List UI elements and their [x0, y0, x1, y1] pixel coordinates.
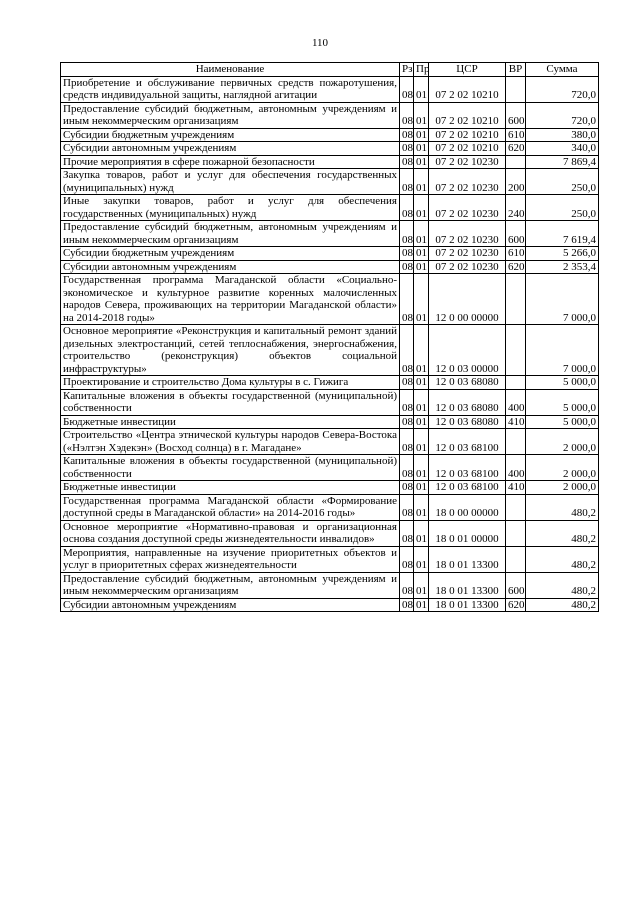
cell-rz: 08 — [400, 481, 414, 495]
cell-name: Субсидии бюджетным учреждениям — [61, 247, 400, 261]
cell-rz: 08 — [400, 429, 414, 455]
cell-vr: 600 — [506, 221, 526, 247]
cell-sum: 720,0 — [526, 102, 599, 128]
cell-rz: 08 — [400, 572, 414, 598]
cell-name: Приобретение и обслуживание первичных средств пожаротушения, средств индивидуальной защиты, наглядной агитации — [61, 76, 400, 102]
cell-pr: 01 — [414, 128, 429, 142]
header-csr: ЦСР — [429, 63, 506, 77]
cell-vr — [506, 325, 526, 376]
table-row — [61, 195, 599, 221]
table-row — [61, 221, 599, 247]
cell-csr: 07 2 02 10230 — [429, 260, 506, 274]
cell-vr — [506, 494, 526, 520]
table-row — [61, 247, 599, 261]
table-row — [61, 481, 599, 495]
cell-rz: 08 — [400, 415, 414, 429]
cell-csr: 07 2 02 10210 — [429, 142, 506, 156]
cell-name: Иные закупки товаров, работ и услуг для обеспечения государственных (муниципальных) нужд — [61, 195, 400, 221]
cell-name: Проектирование и строительство Дома культуры в с. Гижига — [61, 376, 400, 390]
cell-name: Бюджетные инвестиции — [61, 415, 400, 429]
cell-rz: 08 — [400, 155, 414, 169]
cell-sum: 250,0 — [526, 169, 599, 195]
cell-rz: 08 — [400, 389, 414, 415]
cell-pr: 01 — [414, 546, 429, 572]
cell-rz: 08 — [400, 520, 414, 546]
cell-name: Государственная программа Магаданской области «Формирование доступной среды в Магаданской области» на 2014-2016 годы» — [61, 494, 400, 520]
cell-rz: 08 — [400, 455, 414, 481]
cell-rz: 08 — [400, 76, 414, 102]
table-header — [61, 63, 599, 77]
cell-sum: 480,2 — [526, 572, 599, 598]
cell-sum: 340,0 — [526, 142, 599, 156]
table-row — [61, 429, 599, 455]
cell-sum: 480,2 — [526, 546, 599, 572]
cell-csr: 18 0 01 13300 — [429, 546, 506, 572]
cell-rz: 08 — [400, 169, 414, 195]
table-row — [61, 572, 599, 598]
cell-pr: 01 — [414, 155, 429, 169]
page-number: 110 — [311, 37, 329, 49]
cell-vr: 410 — [506, 481, 526, 495]
cell-vr: 240 — [506, 195, 526, 221]
table-row — [61, 260, 599, 274]
cell-sum: 480,2 — [526, 598, 599, 612]
cell-sum: 720,0 — [526, 76, 599, 102]
cell-csr: 18 0 00 00000 — [429, 494, 506, 520]
cell-csr: 07 2 02 10230 — [429, 155, 506, 169]
table-row — [61, 155, 599, 169]
cell-csr: 12 0 03 68080 — [429, 415, 506, 429]
cell-vr — [506, 376, 526, 390]
cell-rz: 08 — [400, 247, 414, 261]
cell-pr: 01 — [414, 598, 429, 612]
table-row — [61, 389, 599, 415]
cell-name: Основное мероприятие «Реконструкция и капитальный ремонт зданий дизельных электростанций, сетей теплоснабжения, энергоснабжения, строительство (реконструкция) объектов социальной инфраструктуры» — [61, 325, 400, 376]
cell-pr: 01 — [414, 169, 429, 195]
cell-sum: 5 000,0 — [526, 415, 599, 429]
cell-name: Субсидии автономным учреждениям — [61, 142, 400, 156]
cell-vr: 620 — [506, 260, 526, 274]
cell-vr — [506, 274, 526, 325]
cell-csr: 18 0 01 00000 — [429, 520, 506, 546]
cell-pr: 01 — [414, 76, 429, 102]
cell-rz: 08 — [400, 494, 414, 520]
cell-pr: 01 — [414, 325, 429, 376]
table-row — [61, 76, 599, 102]
cell-sum: 7 000,0 — [526, 325, 599, 376]
table-row — [61, 455, 599, 481]
cell-rz: 08 — [400, 128, 414, 142]
cell-csr: 07 2 02 10210 — [429, 128, 506, 142]
cell-name: Субсидии бюджетным учреждениям — [61, 128, 400, 142]
cell-sum: 2 000,0 — [526, 455, 599, 481]
cell-pr: 01 — [414, 481, 429, 495]
cell-sum: 5 266,0 — [526, 247, 599, 261]
cell-sum: 7 619,4 — [526, 221, 599, 247]
cell-name: Капитальные вложения в объекты государственной (муниципальной) собственности — [61, 455, 400, 481]
cell-name: Закупка товаров, работ и услуг для обеспечения государственных (муниципальных) нужд — [61, 169, 400, 195]
cell-sum: 5 000,0 — [526, 389, 599, 415]
cell-csr: 07 2 02 10230 — [429, 221, 506, 247]
header-rz: Рз — [400, 63, 414, 77]
cell-rz: 08 — [400, 195, 414, 221]
cell-vr — [506, 429, 526, 455]
cell-name: Бюджетные инвестиции — [61, 481, 400, 495]
cell-rz: 08 — [400, 274, 414, 325]
cell-name: Субсидии автономным учреждениям — [61, 598, 400, 612]
table-row — [61, 494, 599, 520]
cell-rz: 08 — [400, 376, 414, 390]
cell-name: Строительство «Центра этнической культуры народов Севера-Востока («Нэлтэн Хэдекэн» (Восход солнца) в г. Магадане» — [61, 429, 400, 455]
table-row — [61, 546, 599, 572]
cell-csr: 07 2 02 10210 — [429, 102, 506, 128]
header-row — [61, 63, 599, 77]
table-row — [61, 128, 599, 142]
cell-name: Государственная программа Магаданской области «Социально-экономическое и культурное развитие коренных малочисленных народов Севера, проживающих на территории Магаданской области» на 2014-2018 годы» — [61, 274, 400, 325]
table-row — [61, 598, 599, 612]
table-row — [61, 142, 599, 156]
cell-pr: 01 — [414, 102, 429, 128]
header-vr: ВР — [506, 63, 526, 77]
cell-pr: 01 — [414, 260, 429, 274]
header-name: Наименование — [61, 63, 400, 77]
cell-pr: 01 — [414, 520, 429, 546]
table-row — [61, 102, 599, 128]
budget-table — [60, 62, 599, 612]
cell-name: Мероприятия, направленные на изучение приоритетных объектов и услуг в приоритетных сферах жизнедеятельности — [61, 546, 400, 572]
cell-csr: 07 2 02 10230 — [429, 247, 506, 261]
cell-name: Субсидии автономным учреждениям — [61, 260, 400, 274]
cell-vr: 600 — [506, 572, 526, 598]
cell-pr: 01 — [414, 494, 429, 520]
cell-sum: 2 000,0 — [526, 429, 599, 455]
cell-csr: 12 0 03 00000 — [429, 325, 506, 376]
cell-vr: 610 — [506, 128, 526, 142]
cell-sum: 480,2 — [526, 520, 599, 546]
cell-name: Предоставление субсидий бюджетным, автономным учреждениям и иным некоммерческим организациям — [61, 572, 400, 598]
cell-vr: 400 — [506, 389, 526, 415]
cell-name: Предоставление субсидий бюджетным, автономным учреждениям и иным некоммерческим организациям — [61, 102, 400, 128]
cell-name: Прочие мероприятия в сфере пожарной безопасности — [61, 155, 400, 169]
cell-csr: 12 0 03 68080 — [429, 376, 506, 390]
cell-vr — [506, 520, 526, 546]
cell-pr: 01 — [414, 455, 429, 481]
cell-csr: 12 0 03 68100 — [429, 429, 506, 455]
cell-vr: 620 — [506, 598, 526, 612]
cell-rz: 08 — [400, 598, 414, 612]
cell-csr: 07 2 02 10230 — [429, 169, 506, 195]
cell-vr — [506, 155, 526, 169]
cell-pr: 01 — [414, 221, 429, 247]
cell-vr: 200 — [506, 169, 526, 195]
cell-pr: 01 — [414, 274, 429, 325]
cell-csr: 12 0 00 00000 — [429, 274, 506, 325]
cell-vr — [506, 546, 526, 572]
cell-pr: 01 — [414, 415, 429, 429]
cell-rz: 08 — [400, 221, 414, 247]
cell-rz: 08 — [400, 142, 414, 156]
cell-sum: 7 869,4 — [526, 155, 599, 169]
table-row — [61, 169, 599, 195]
cell-pr: 01 — [414, 389, 429, 415]
table-row — [61, 520, 599, 546]
cell-name: Основное мероприятие «Нормативно-правовая и организационная основа создания доступной среды жизнедеятельности инвалидов» — [61, 520, 400, 546]
cell-pr: 01 — [414, 429, 429, 455]
cell-vr: 620 — [506, 142, 526, 156]
cell-csr: 12 0 03 68100 — [429, 481, 506, 495]
cell-sum: 250,0 — [526, 195, 599, 221]
cell-csr: 07 2 02 10210 — [429, 76, 506, 102]
cell-sum: 5 000,0 — [526, 376, 599, 390]
cell-csr: 07 2 02 10230 — [429, 195, 506, 221]
cell-rz: 08 — [400, 546, 414, 572]
cell-pr: 01 — [414, 195, 429, 221]
cell-name: Капитальные вложения в объекты государственной (муниципальной) собственности — [61, 389, 400, 415]
cell-csr: 12 0 03 68080 — [429, 389, 506, 415]
cell-sum: 2 353,4 — [526, 260, 599, 274]
cell-vr: 400 — [506, 455, 526, 481]
cell-pr: 01 — [414, 142, 429, 156]
table-row — [61, 376, 599, 390]
cell-vr — [506, 76, 526, 102]
header-pr: Пр — [414, 63, 429, 77]
cell-pr: 01 — [414, 247, 429, 261]
cell-rz: 08 — [400, 325, 414, 376]
cell-rz: 08 — [400, 102, 414, 128]
cell-sum: 2 000,0 — [526, 481, 599, 495]
cell-csr: 18 0 01 13300 — [429, 572, 506, 598]
cell-pr: 01 — [414, 572, 429, 598]
cell-sum: 480,2 — [526, 494, 599, 520]
cell-csr: 18 0 01 13300 — [429, 598, 506, 612]
cell-csr: 12 0 03 68100 — [429, 455, 506, 481]
header-sum: Сумма — [526, 63, 599, 77]
cell-name: Предоставление субсидий бюджетным, автономным учреждениям и иным некоммерческим организациям — [61, 221, 400, 247]
cell-vr: 410 — [506, 415, 526, 429]
table-row — [61, 325, 599, 376]
cell-vr: 610 — [506, 247, 526, 261]
table-row — [61, 274, 599, 325]
cell-pr: 01 — [414, 376, 429, 390]
cell-sum: 380,0 — [526, 128, 599, 142]
cell-vr: 600 — [506, 102, 526, 128]
cell-sum: 7 000,0 — [526, 274, 599, 325]
table-body — [61, 76, 599, 612]
cell-rz: 08 — [400, 260, 414, 274]
table-row — [61, 415, 599, 429]
